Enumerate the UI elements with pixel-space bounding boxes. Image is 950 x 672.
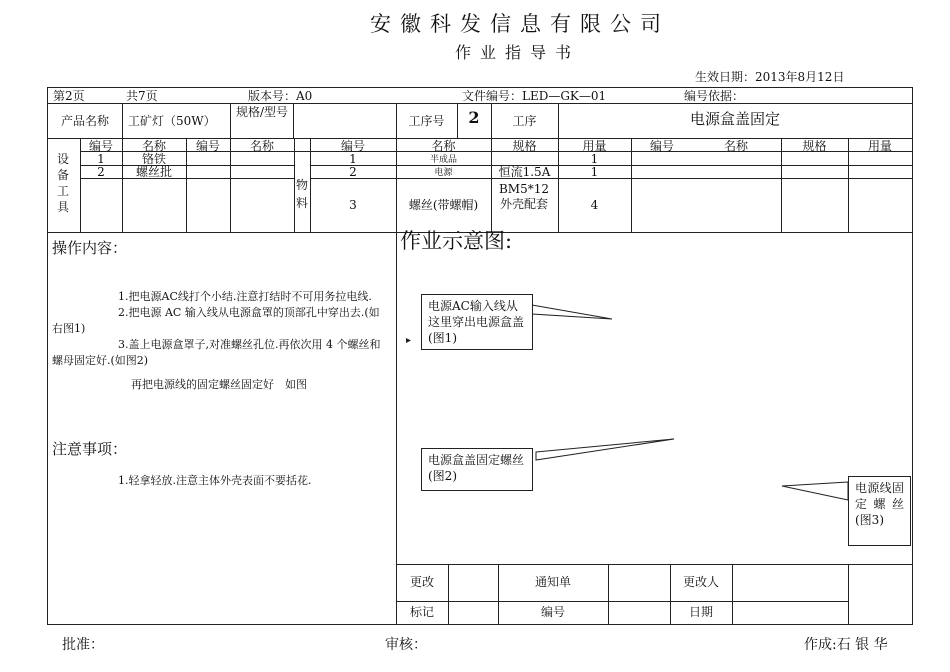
equip-row2-name: 螺丝批 <box>135 165 172 179</box>
diagram-title: 作业示意图: <box>400 229 513 253</box>
mat-header-spec-1: 规格 <box>512 139 537 153</box>
notes-item-1: 1.轻拿轻放.注意主体外壳表面不要括花. <box>118 474 312 487</box>
notes-title: 注意事项： <box>52 440 128 458</box>
process-label: 工序 <box>512 114 537 128</box>
process-number-label: 工序号 <box>408 114 445 128</box>
process-value: 电源盒盖固定 <box>689 110 780 128</box>
mat-row2-qty: 1 <box>590 165 599 179</box>
approve-label: 批准： <box>62 637 104 653</box>
operation-step-2: 2.把电源 AC 输入线从电源盒罩的顶部孔中穿出去.(如右图1) <box>52 306 380 335</box>
file-number: 文件编号：LED—GK—01 <box>462 89 607 103</box>
callout-fig1: 电源AC输入线从这里穿出电源盒盖(图1) <box>421 294 533 350</box>
mat-row3-name: 螺丝(带螺帽) <box>408 198 479 212</box>
review-label: 审核： <box>385 637 427 653</box>
equip-header-name-1: 名称 <box>141 139 166 153</box>
change-label: 更改 <box>409 575 434 589</box>
equipment-side-label: 设备工具 <box>56 152 69 214</box>
operation-step-1: 1.把电源AC线打个小结.注意打结时不可用务拉电线. <box>118 290 372 303</box>
spec-label: 规格/型号 <box>235 105 289 119</box>
equip-header-name-2: 名称 <box>249 139 274 153</box>
mat-header-no-1: 编号 <box>340 139 365 153</box>
mat-row3-qty: 4 <box>590 198 599 212</box>
operation-step-3: 3.盖上电源盒罩子,对准螺丝孔位.再依次用 4 个螺丝和螺母固定好.(如图2) <box>52 338 381 367</box>
company-name: 安徽科发信息有限公司 <box>370 12 670 36</box>
page-number: 第2页 <box>53 89 85 103</box>
total-pages: 共7页 <box>126 89 158 103</box>
material-side-label: 物料 <box>295 178 308 210</box>
mat-header-qty-2: 用量 <box>867 139 892 153</box>
operation-title: 操作内容： <box>52 239 128 257</box>
number-basis: 编号依据： <box>684 89 745 103</box>
equip-row2-no: 2 <box>97 165 105 179</box>
product-name-value: 工矿灯（50W） <box>128 114 216 128</box>
mat-header-qty-1: 用量 <box>582 139 607 153</box>
instruction-sheet <box>47 87 913 625</box>
notice-label: 通知单 <box>534 575 571 589</box>
mat-header-no-2: 编号 <box>650 139 675 153</box>
mat-row2-spec: 恒流1.5A <box>498 165 551 179</box>
callout-fig2: 电源盒盖固定螺丝(图2) <box>421 448 533 491</box>
mat-header-name-1: 名称 <box>431 139 456 153</box>
mat-row2-name: 电源 <box>434 168 453 178</box>
process-number-value: 2 <box>468 108 480 127</box>
mat-row1-no: 1 <box>349 152 357 166</box>
callout-fig3: 电源线固定螺丝(图3) <box>848 476 911 546</box>
mat-row3-spec: BM5*12外壳配套 <box>498 182 549 211</box>
mat-row1-qty: 1 <box>590 152 599 166</box>
mat-row3-no: 3 <box>349 198 357 212</box>
mat-header-name-2: 名称 <box>724 139 749 153</box>
mat-header-spec-2: 规格 <box>802 139 827 153</box>
effective-date: 生效日期：2013年8月12日 <box>695 70 845 84</box>
document-title: 作业指导书 <box>454 43 580 62</box>
mat-row2-no: 2 <box>349 165 357 179</box>
change-number-label: 编号 <box>540 605 565 619</box>
operation-step-4: 再把电源线的固定螺丝固定好 如图 <box>131 378 307 391</box>
author: 作成:石 银 华 <box>804 637 888 653</box>
mat-row1-name: 半成品 <box>429 155 457 165</box>
equip-row1-name: 铬铁 <box>141 152 166 166</box>
mark-label: 标记 <box>409 605 434 619</box>
equip-header-no-1: 编号 <box>88 139 113 153</box>
version: 版本号：A0 <box>248 89 313 103</box>
equip-header-no-2: 编号 <box>195 139 220 153</box>
diagram-pointers <box>396 232 912 564</box>
date-label: 日期 <box>688 605 713 619</box>
changer-label: 更改人 <box>682 575 719 589</box>
equip-row1-no: 1 <box>97 152 105 166</box>
product-name-label: 产品名称 <box>60 114 109 128</box>
